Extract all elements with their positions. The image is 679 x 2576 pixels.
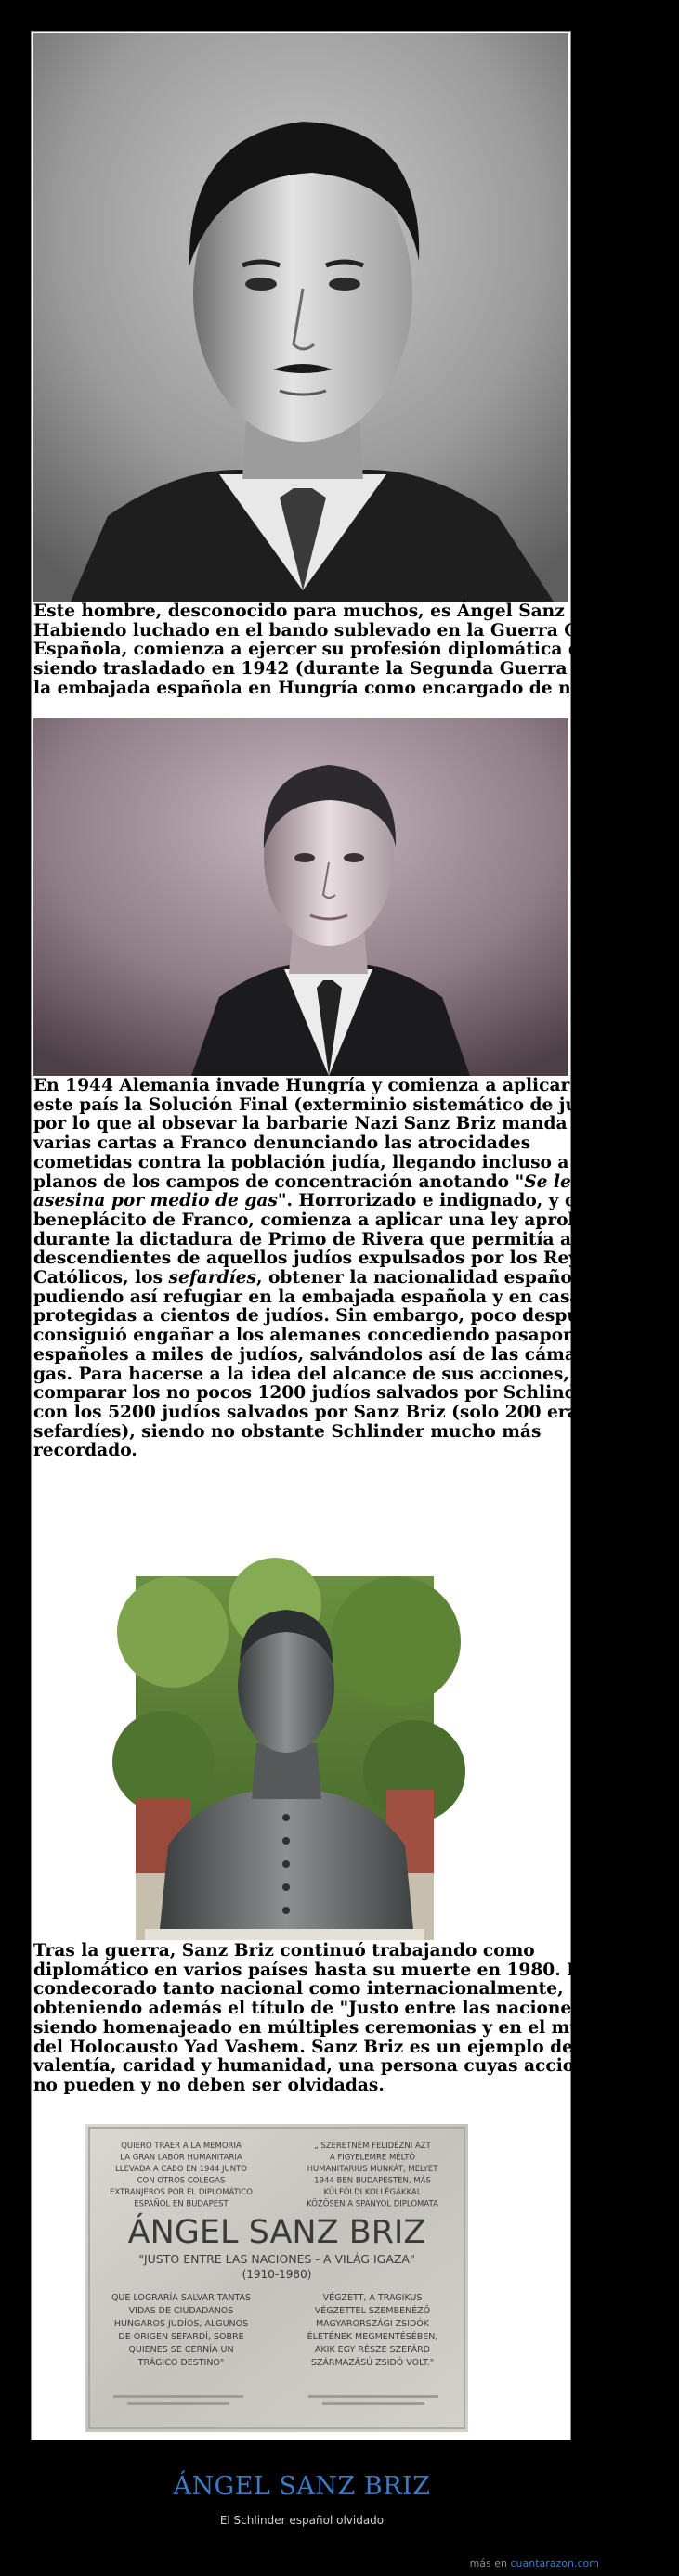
emphasis-text: sefardíes [168, 1268, 257, 1288]
text-line: del Holocausto Yad Vashem. Sanz Briz es un ejemplo de [33, 2037, 573, 2057]
text-line: por lo que al obsevar la barbarie Nazi Sanz Briz manda [33, 1114, 568, 1134]
plaque-name: ÁNGEL SANZ BRIZ [127, 2214, 426, 2251]
plaque-inscription-line: LA GRAN LABOR HUMANITARIA [120, 2153, 242, 2163]
text-line: cometidas contra la población judía, llegando incluso a enviar [33, 1152, 636, 1172]
plaque-inscription-line: EXTRANJEROS POR EL DIPLOMÁTICO [110, 2188, 253, 2197]
text-line: beneplácito de Franco, comienza a aplicar una ley aprobada [33, 1210, 615, 1230]
more-prefix: más en [469, 2557, 511, 2570]
plaque-inscription-line: SZÁRMAZÁSÚ ZSIDÓ VOLT." [310, 2358, 435, 2368]
text-line: siendo trasladado en 1942 (durante la Segunda Guerra Mundial) a [33, 659, 679, 680]
footer-subtitle: El Schlinder español olvidado [219, 2514, 385, 2527]
text-line: diplomático en varios países hasta su muerte en 1980. Fue [33, 1960, 603, 1980]
text-run: planos de los campos de concentración anotando [33, 1171, 516, 1192]
plaque-inscription-line: KÜLFÖLDI KOLLÉGÁKKAL [323, 2188, 422, 2197]
quote-text: "Se les [515, 1171, 581, 1192]
legacy-paragraph [33, 1941, 615, 2096]
text-line: no pueden y no deben ser olvidadas. [33, 2075, 385, 2095]
text-line: durante la dictadura de Primo de Rivera que permitía a los [33, 1229, 606, 1249]
plaque-inscription-line: MAGYARORSZÁGI ZSIDÓK [315, 2319, 430, 2329]
plaque-inscription-line: CON OTROS COLEGAS [137, 2176, 226, 2186]
plaque-inscription-line: A FIGYELEMRE MÉLTÓ [329, 2153, 416, 2163]
text-line: sefardíes), siendo no obstante Schlinder mucho más [33, 1421, 542, 1442]
plaque-inscription-line: KÖZÖSEN A SPANYOL DIPLOMATA [307, 2199, 438, 2209]
more-link-area [470, 2557, 599, 2570]
plaque-inscription-line: VÉGZETTEL SZEMBENÉZŐ [314, 2306, 431, 2316]
text-line: protegidas a cientos de judíos. Sin embargo, poco después [33, 1306, 601, 1327]
plaque-inscription-line: „ SZERETNÉM FELIDÉZNI AZT [314, 2142, 431, 2151]
text-line: condecorado tanto nacional como internacionalmente, [33, 1979, 564, 2000]
text-run: Católicos, los [33, 1268, 169, 1288]
site-link[interactable]: cuantarazon.com [510, 2557, 599, 2570]
text-run: . Horrorizado e indignado, y con el [286, 1191, 623, 1211]
text-line: descendientes de aquellos judíos expulsados por los Reyes [33, 1249, 600, 1269]
portrait-photo-1 [33, 33, 568, 602]
bust-statue-photo [136, 1576, 434, 1940]
text-line: recordado. [33, 1441, 137, 1461]
plaque-inscription-line: HUMANITÁRIUS MUNKÁT, MELYET [307, 2165, 438, 2174]
text-line [33, 1268, 596, 1288]
portrait-photo-2 [33, 718, 568, 1076]
text-line: Habiendo luchado en el bando sublevado en la Guerra Civil [33, 620, 608, 641]
text-line: En 1944 Alemania invade Hungría y comienza a aplicar en [33, 1076, 600, 1095]
plaque-inscription-line: HÚNGAROS JUDÍOS, ALGUNOS [113, 2319, 249, 2329]
text-line: Este hombre, desconocido para muchos, es Ángel Sanz Briz. [33, 602, 617, 621]
plaque-inscription-line: 1944-BEN BUDAPESTEN, MÁS [314, 2176, 431, 2186]
plaque-inscription-line: QUIERO TRAER A LA MEMORIA [121, 2142, 242, 2151]
text-line: españoles a miles de judíos, salvándolos así de las cámaras de [33, 1344, 635, 1365]
plaque-inscription-line: VIDAS DE CIUDADANOS [128, 2306, 234, 2316]
text-line [33, 1191, 623, 1211]
plaque-inscription-line: VÉGZETT, A TRAGIKUS [322, 2293, 423, 2303]
text-line: pudiendo así refugiar en la embajada española y en casas [33, 1287, 591, 1307]
text-line: siendo homenajeado en múltiples ceremonias y en el museo [33, 2017, 615, 2038]
text-line [33, 1171, 581, 1193]
memorial-plaque-photo [85, 2124, 468, 2432]
quote-text: asesina por medio de gas" [33, 1191, 287, 1211]
intro-paragraph [33, 602, 679, 699]
text-line: este país la Solución Final (exterminio sistemático de judíos), [33, 1094, 633, 1115]
plaque-inscription-line: ESPAÑOL EN BUDAPEST [134, 2199, 229, 2209]
text-line: con los 5200 judíos salvados por Sanz Briz (solo 200 eran [33, 1402, 592, 1422]
footer-title: ÁNGEL SANZ BRIZ [173, 2472, 431, 2501]
plaque-inscription-line: DE ORIGEN SEFARDÍ, SOBRE [118, 2332, 244, 2342]
text-run: , obtener la nacionalidad española, [256, 1268, 596, 1288]
history-paragraph [33, 1076, 636, 1461]
text-line: consiguió engañar a los alemanes concediendo pasaportes [33, 1326, 601, 1346]
plaque-years: (1910-1980) [242, 2268, 312, 2281]
text-line: Española, comienza a ejercer su profesión diplomática en Egipto, [33, 640, 668, 660]
poster-panel [32, 32, 679, 2440]
plaque-inscription-line: TRÁGICO DESTINO" [137, 2358, 225, 2368]
text-line: comparar los no pocos 1200 judíos salvados por Schlinder [33, 1383, 597, 1404]
text-line: valentía, caridad y humanidad, una persona cuyas acciones [33, 2056, 607, 2077]
plaque-inscription-line: QUIENES SE CERNÍA UN [128, 2345, 234, 2355]
plaque-inscription-line: AKIK EGY RÉSZE SZEFÁRD [314, 2345, 431, 2355]
plaque-inscription-line: ÉLETÉNEK MEGMENTÉSÉBEN, [307, 2332, 438, 2342]
text-line: gas. Para hacerse a la idea del alcance de sus acciones, basta [33, 1364, 628, 1384]
text-line: Tras la guerra, Sanz Briz continuó trabajando como [33, 1941, 535, 1961]
plaque-title: "JUSTO ENTRE LAS NACIONES - A VILÁG IGAZA" [138, 2252, 415, 2266]
plaque-inscription-line: LLEVADA A CABO EN 1944 JUNTO [115, 2165, 247, 2174]
text-line: varias cartas a Franco denunciando las atrocidades [33, 1133, 531, 1154]
text-line: obteniendo además el título de "Justo entre las naciones" y [33, 1999, 607, 2019]
plaque-inscription-line: QUE LOGRARÍA SALVAR TANTAS [111, 2293, 252, 2303]
text-line: la embajada española en Hungría como encargado de negocios. [33, 678, 650, 698]
